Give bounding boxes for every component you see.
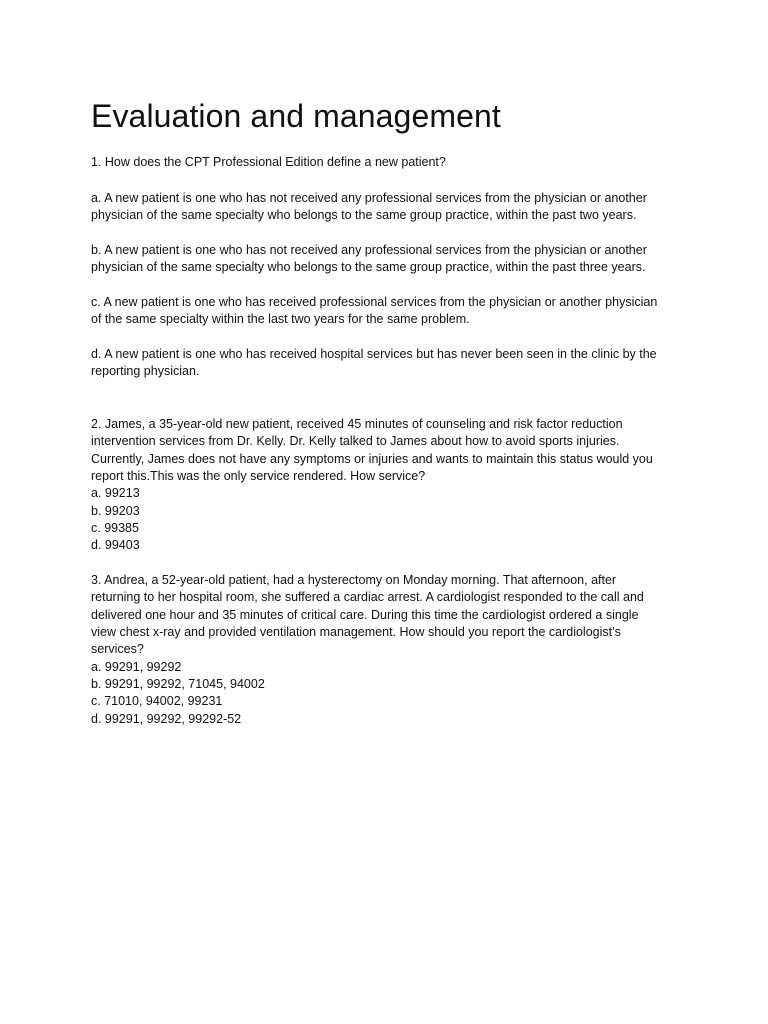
question-1-option-c-line-2: of the same specialty within the last two years for the same problem. [91, 312, 470, 326]
question-3-option-c: c. 71010, 94002, 99231 [91, 694, 223, 708]
question-1-option-a-line-2: physician of the same specialty who belongs to the same group practice, within the past two years. [91, 208, 637, 222]
question-2-option-b: b. 99203 [91, 504, 140, 518]
question-3-option-a: a. 99291, 99292 [91, 660, 182, 674]
question-1-text: 1. How does the CPT Professional Edition define a new patient? [91, 155, 446, 169]
question-2-option-d: d. 99403 [91, 538, 140, 552]
question-3-text-line-1: 3. Andrea, a 52-year-old patient, had a hysterectomy on Monday morning. That afternoon, after [91, 573, 617, 587]
question-3-text-line-3: delivered one hour and 35 minutes of critical care. During this time the cardiologist ordered a single [91, 608, 639, 622]
question-3-text-line-2: returning to her hospital room, she suffered a cardiac arrest. A cardiologist responded to the call and [91, 590, 644, 604]
question-1-option-b-line-2: physician of the same specialty who belongs to the same group practice, within the past three years. [91, 260, 646, 274]
question-2-option-c: c. 99385 [91, 521, 139, 535]
question-3-text-line-5: services? [91, 642, 144, 656]
question-3-text-line-4: view chest x-ray and provided ventilation management. How should you report the cardiologist’s [91, 625, 621, 639]
question-3-option-d: d. 99291, 99292, 99292-52 [91, 712, 242, 726]
page-title: Evaluation and management [91, 98, 501, 134]
question-3-option-b: b. 99291, 99292, 71045, 94002 [91, 677, 265, 691]
question-1-option-a-line-1: a. A new patient is one who has not received any professional services from the physician or another [91, 191, 647, 205]
question-2-option-a: a. 99213 [91, 486, 140, 500]
question-1-option-d-line-2: reporting physician. [91, 364, 200, 378]
question-2-text-line-3: Currently, James does not have any symptoms or injuries and wants to maintain this status would you [91, 452, 653, 466]
question-1-option-c-line-1: c. A new patient is one who has received professional services from the physician or another physician [91, 295, 658, 309]
question-1-option-b-line-1: b. A new patient is one who has not received any professional services from the physician or another [91, 243, 647, 257]
question-2-text-line-2: intervention services from Dr. Kelly. Dr. Kelly talked to James about how to avoid sports injuries. [91, 434, 620, 448]
question-2-text-line-1: 2. James, a 35-year-old new patient, received 45 minutes of counseling and risk factor reduction [91, 417, 623, 431]
question-2-text-line-4: report this.This was the only service rendered. How service? [91, 469, 426, 483]
question-1-option-d-line-1: d. A new patient is one who has received hospital services but has never been seen in the clinic by the [91, 347, 657, 361]
